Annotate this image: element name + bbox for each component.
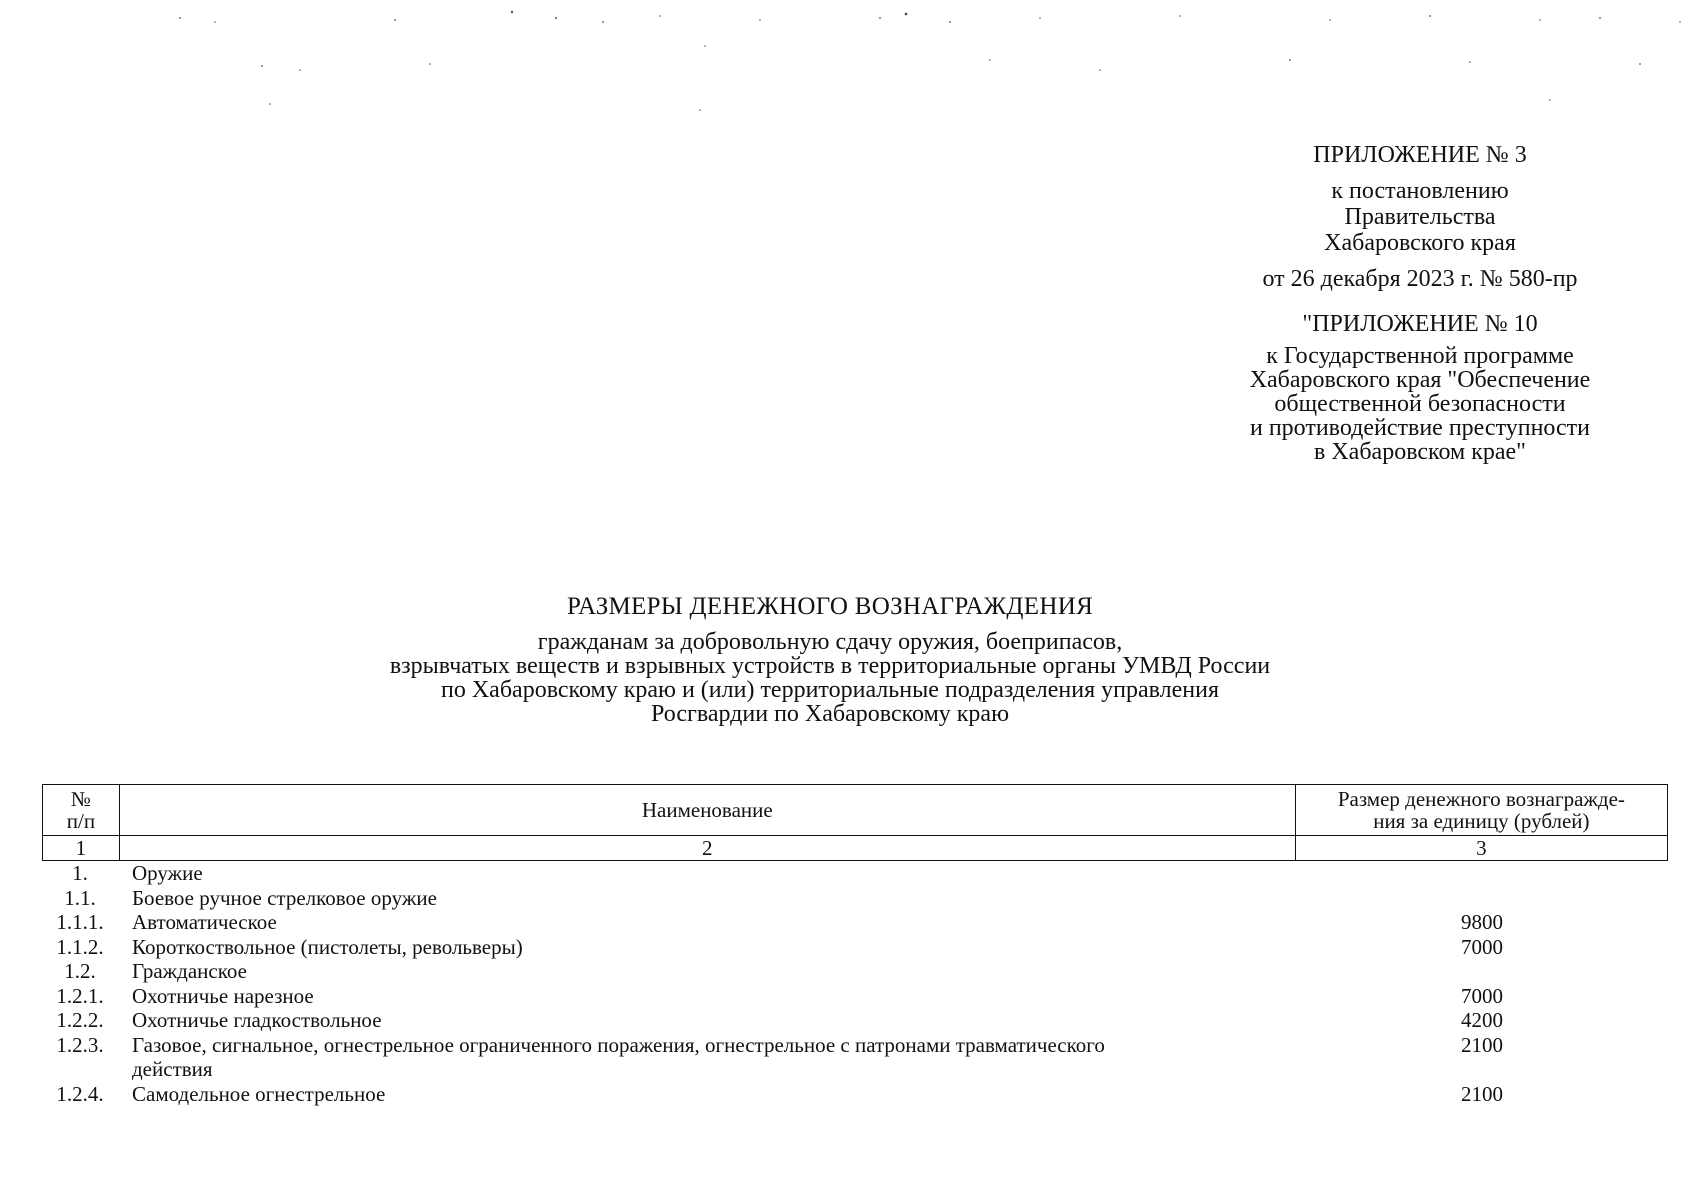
header-amount — [1295, 785, 1667, 836]
row-number: 1.2.1. — [56, 983, 104, 1008]
header-amount-line-1: Размер денежного вознагражде- — [1337, 787, 1625, 811]
appendix-line-5: в Хабаровском крае" — [1314, 439, 1526, 465]
appendix-line-2: Хабаровского края "Обеспечение — [1249, 367, 1591, 393]
document-title: РАЗМЕРЫ ДЕНЕЖНОГО ВОЗНАГРАЖДЕНИЯ — [566, 593, 1094, 620]
appendix-title: "ПРИЛОЖЕНИЕ № 10 — [1302, 311, 1538, 337]
table-row — [42, 886, 1668, 911]
row-value: 2100 — [1461, 1081, 1503, 1106]
row-name: Боевое ручное стрелковое оружие — [132, 885, 437, 910]
row-number: 1.1.2. — [56, 934, 104, 959]
table-row — [42, 984, 1668, 1009]
subtitle-line-3: по Хабаровскому краю и (или) территориальные подразделения управления — [441, 677, 1219, 703]
table-row — [42, 1008, 1668, 1033]
table-row — [42, 959, 1668, 984]
reward-table — [42, 784, 1668, 1106]
appendix-line-3: общественной безопасности — [1274, 391, 1566, 417]
row-name: Газовое, сигнальное, огнестрельное ограниченного поражения, огнестрельное с патронами травматического — [132, 1032, 1105, 1057]
row-name: Короткоствольное (пистолеты, револьверы) — [132, 934, 523, 959]
row-value: 2100 — [1461, 1032, 1503, 1057]
approval-title: ПРИЛОЖЕНИЕ № 3 — [1313, 142, 1527, 168]
table-header — [42, 784, 1668, 861]
table-row — [42, 1033, 1668, 1058]
header-num-line-1: № — [70, 787, 91, 811]
header-name: Наименование — [119, 785, 1295, 836]
row-value — [1296, 1057, 1668, 1082]
header-row — [43, 785, 1668, 836]
table-row — [42, 935, 1668, 960]
table-row — [42, 861, 1668, 886]
column-number-row — [43, 836, 1668, 861]
approval-date: от 26 декабря 2023 г. № 580-пр — [1262, 266, 1578, 292]
scan-noise — [0, 0, 1706, 120]
column-number-3: 3 — [1295, 836, 1667, 861]
subtitle-line-1: гражданам за добровольную сдачу оружия, боеприпасов, — [537, 629, 1123, 655]
row-value — [1296, 959, 1668, 984]
document-title-block — [300, 592, 1360, 726]
row-name: Охотничье нарезное — [132, 983, 314, 1008]
row-value: 4200 — [1461, 1008, 1503, 1032]
row-value: 9800 — [1461, 910, 1503, 934]
row-number: 1.1. — [64, 885, 96, 910]
subtitle-line-2: взрывчатых веществ и взрывных устройств в территориальные органы УМВД России — [389, 653, 1271, 679]
row-number: 1. — [72, 861, 88, 885]
approval-line-2: Правительства — [1344, 204, 1496, 230]
approval-line-3: Хабаровского края — [1324, 230, 1516, 256]
row-name: Оружие — [132, 861, 203, 885]
row-value: 7000 — [1461, 983, 1503, 1008]
header-num — [43, 785, 120, 836]
row-value — [1296, 886, 1668, 911]
row-number: 1.1.1. — [56, 910, 104, 934]
appendix-line-4: и противодействие преступности — [1249, 415, 1591, 441]
row-name: действия — [132, 1057, 213, 1081]
row-value — [1296, 861, 1668, 886]
header-amount-line-2: ния за единицу (рублей) — [1373, 809, 1590, 833]
row-name: Охотничье гладкоствольное — [132, 1008, 382, 1032]
row-name: Самодельное огнестрельное — [132, 1081, 386, 1106]
approval-line-1: к постановлению — [1331, 178, 1509, 204]
column-number-1: 1 — [43, 836, 120, 861]
row-name: Гражданское — [132, 959, 247, 983]
row-value: 7000 — [1461, 934, 1503, 959]
table-row — [42, 1082, 1668, 1107]
row-name: Автоматическое — [132, 910, 277, 934]
row-number: 1.2. — [64, 959, 96, 983]
column-number-2: 2 — [119, 836, 1295, 861]
document-subtitle — [300, 630, 1360, 726]
appendix-block — [1190, 312, 1650, 464]
row-number: 1.2.3. — [56, 1032, 104, 1057]
row-number: 1.2.4. — [56, 1081, 104, 1106]
table-row-continuation — [42, 1057, 1668, 1082]
header-num-line-2: п/п — [66, 809, 96, 833]
table-body — [42, 861, 1668, 1106]
table-row — [42, 910, 1668, 935]
approval-block — [1190, 142, 1650, 292]
appendix-line-1: к Государственной программе — [1266, 343, 1574, 369]
subtitle-line-4: Росгвардии по Хабаровскому краю — [650, 701, 1010, 727]
row-number: 1.2.2. — [56, 1008, 104, 1032]
row-number — [42, 1057, 118, 1082]
